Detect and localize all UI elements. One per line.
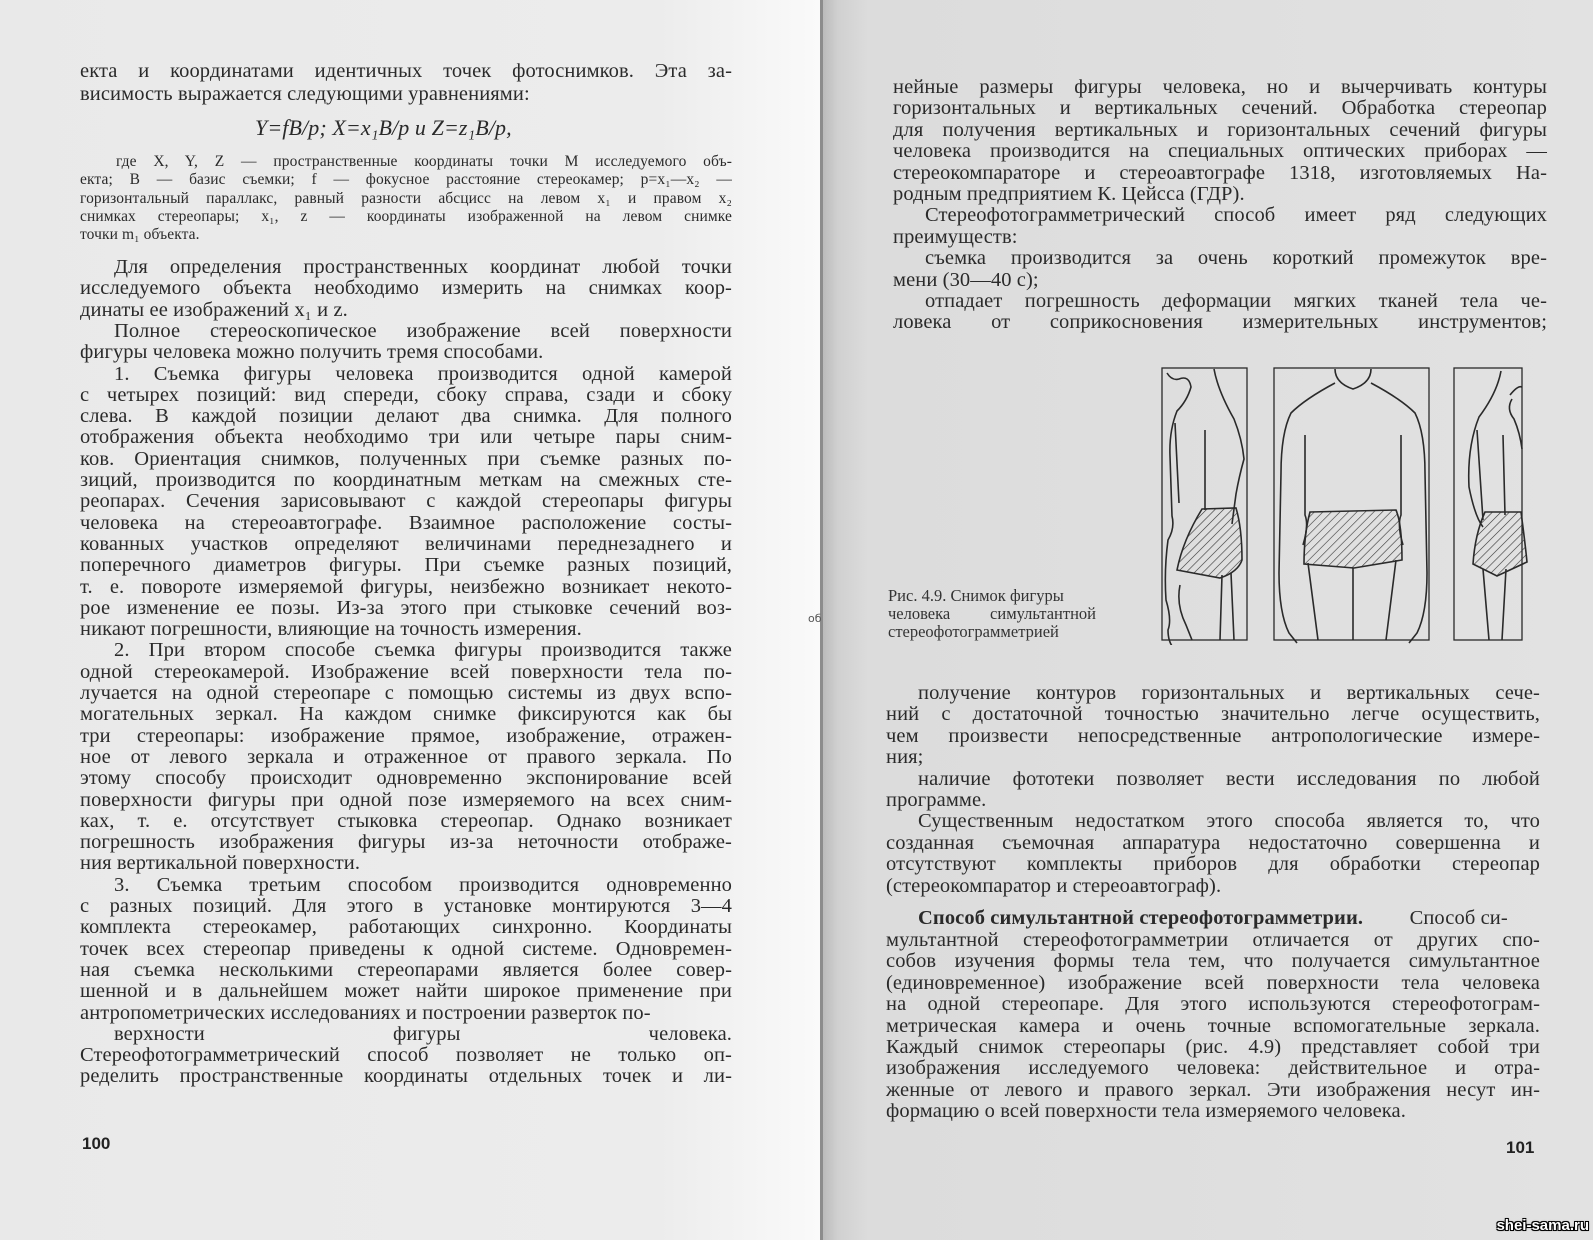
text-line: собов изучения формы тела тем, что получается симультантное <box>886 950 1540 973</box>
text-line: погрешность изображения фигуры из-за неточности отображе- <box>80 831 732 854</box>
text-line: стереокомпараторе и стереоавтографе 1318, изготовляемых На- <box>893 161 1547 184</box>
text-line: получение контуров горизонтальных и вертикальных сече- <box>918 682 1540 704</box>
text-line: антропометрических исследованиях и построении разверток по- <box>80 1001 651 1024</box>
text-line: верхности фигуры человека. <box>114 1022 732 1045</box>
text-line: рое изменение ее позы. Из-за этого при стыковке сечений воз- <box>80 596 732 619</box>
text-line: созданная съемочная аппаратура недостаточно совершенна и <box>886 831 1540 854</box>
text-line: кованных участков определяют величинами переднезаднего и <box>80 532 732 555</box>
text-line: Для определения пространственных координат любой точки <box>114 256 732 278</box>
text-line: нейные размеры фигуры человека, но и вычерчивать контуры <box>893 76 1547 98</box>
text-line: 1. Съемка фигуры человека производится одной камерой <box>114 362 732 385</box>
figure-panel-side-right <box>1454 368 1527 640</box>
text-line: горизонтальных и вертикальных сечений. Обработка стереопар <box>893 97 1547 120</box>
text-line: ределить пространственные координаты отдельных точек и ли- <box>80 1065 732 1088</box>
text-line: отсутствуют комплекты приборов для обработки стереопар <box>886 853 1540 876</box>
text-line: екта и координатами идентичных точек фотоснимков. Эта за- <box>80 60 732 82</box>
figure-caption-line: человека симультантной <box>888 604 1096 623</box>
text-line: одной стереокамерой. Изображение всей поверхности тела по- <box>80 660 732 683</box>
text-line: шенной и в дальнейшем может найти широкое применение при <box>80 980 732 1003</box>
figure-4-9 <box>1140 355 1530 645</box>
gutter-mark: об <box>808 612 822 625</box>
section-first-line <box>918 907 1508 929</box>
text-line: съемка производится за очень короткий промежуток вре- <box>925 247 1547 270</box>
text-line: где X, Y, Z — пространственные координаты точки M исследуемого объ- <box>116 153 732 170</box>
text-line: ний с достаточной точностью значительно легче осуществить, <box>886 703 1540 726</box>
text-line: метрическая камера и очень точные вспомогательные зеркала. <box>886 1014 1540 1037</box>
text-line: (стереокомпаратор и стереоавтограф). <box>886 874 1222 897</box>
text-line: ках, т. е. отсутствует стыковка стереопар. Однако возникает <box>80 809 732 832</box>
text-line: 3. Съемка третьим способом производится одновременно <box>114 873 732 896</box>
figure-caption-line: Рис. 4.9. Снимок фигуры <box>888 586 1064 605</box>
text-line: поперечного диаметров фигуры. При съемке разных позиций, <box>80 554 732 577</box>
text-line: комплекта стереокамер, работающих синхронно. Координаты <box>80 916 732 939</box>
text-line: никают погрешности, влияющие на точность измерения. <box>80 618 582 641</box>
text-line: Полное стереоскопическое изображение всей поверхности <box>114 319 732 342</box>
text-line: т. е. повороте измеряемой фигуры, неизбежно возникает некото- <box>80 575 732 598</box>
text-line: реопарах. Сечения зарисовывают с каждой стереопары фигуры <box>80 490 732 513</box>
formula: Y=fB/p; X=x₁B/p и Z=z₁B/p, <box>255 115 512 140</box>
page-number: 100 <box>82 1134 111 1153</box>
text-line: человека на стереоавтографе. Взаимное расположение состы- <box>80 511 732 534</box>
text-line: мени (30—40 с); <box>893 268 1039 291</box>
text-line: ния; <box>886 746 924 769</box>
page-number: 101 <box>1506 1138 1535 1157</box>
figure-panel-side-left <box>1162 368 1247 645</box>
text-line: Существенным недостатком этого способа является то, что <box>918 810 1540 833</box>
text-line: три стереопары: изображение прямое, изображение, отражен- <box>80 724 732 747</box>
text-line: наличие фототеки позволяет вести исследования по любой <box>918 767 1540 790</box>
text-line: отображения объекта необходимо три или четыре пары сним- <box>80 426 732 449</box>
text-line: ное от левого зеркала и отраженное от правого зеркала. По <box>80 745 732 768</box>
text-line: чем произвести непосредственные антропологические измере- <box>886 724 1540 747</box>
text-line: Стереофотограмметрический способ имеет ряд следующих <box>925 204 1547 227</box>
text-line: ная съемка несколькими стереопарами является более совер- <box>80 958 732 981</box>
text-line: с четырех позиций: вид спереди, сбоку справа, сзади и сбоку <box>80 383 732 406</box>
text-line: Стереофотограмметрический способ позволяет не только оп- <box>80 1044 732 1067</box>
text-line: ния вертикальной поверхности. <box>80 852 361 875</box>
text-line: с разных позиций. Для этого в установке монтируются 3—4 <box>80 895 732 917</box>
text-line: лучается на одной стереопаре с помощью системы из двух вспо- <box>80 682 732 704</box>
text-line: формацию о всей поверхности тела измеряемого человека. <box>886 1100 1406 1123</box>
section-heading: Способ симультантной стереофотограмметрии. <box>918 907 1364 929</box>
text-line: изображения исследуемого человека: действительное и отра- <box>886 1057 1540 1080</box>
text-line: снимках стереопары; x₁, z — координаты изображенной на левом снимке <box>80 207 732 225</box>
text-line: исследуемого объекта необходимо измерить на снимках коор- <box>80 277 732 300</box>
text-line: на одной стереопаре. Для этого используются стереофотограм- <box>886 993 1540 1016</box>
text-line: могательных зеркал. На каждом снимке фиксируются как бы <box>80 703 732 726</box>
text-line: преимуществ: <box>893 225 1018 248</box>
text-line: екта; B — базис съемки; f — фокусное расстояние стереокамер; p=x₁—x₂ — <box>80 171 732 189</box>
text-line: мультантной стереофотограмметрии отличается от других спо- <box>886 929 1540 951</box>
text-line: слева. В каждой позиции делают два снимка. Для полного <box>80 405 732 428</box>
text-line: Каждый снимок стереопары (рис. 4.9) представляет собой три <box>886 1036 1540 1058</box>
text-line: динаты ее изображений x₁ и z. <box>80 298 348 321</box>
text-line: ков. Ориентация снимков, полученных при съемке разных по- <box>80 447 732 470</box>
text-line: (единовременное) изображение всей поверхности тела человека <box>886 971 1540 994</box>
figure-caption-line: стереофотограмметрией <box>888 622 1059 641</box>
text-line: поверхности фигуры при одной позе измеряемого на всех сним- <box>80 788 732 811</box>
text-line: 2. При втором способе съемка фигуры производится также <box>114 639 732 662</box>
text-line: точки m₁ объекта. <box>80 226 200 244</box>
text-line: ловека от соприкосновения измерительных инструментов; <box>893 311 1547 334</box>
text-line: фигуры человека можно получить тремя способами. <box>80 341 544 364</box>
text-line: горизонтальный параллакс, равный разности абсцисс на левом x₁ и правом x₂ <box>80 189 732 207</box>
text-line: программе. <box>886 789 987 811</box>
section-first-rest: Способ си- <box>1409 907 1508 929</box>
figure-panel-front <box>1274 368 1429 643</box>
text-line: человека производится на специальных оптических приборах — <box>893 140 1547 163</box>
text-line: висимость выражается следующими уравнениями: <box>80 83 530 105</box>
watermark: shei-sama.ru <box>1496 1217 1589 1234</box>
text-line: для получения вертикальных и горизонтальных сечений фигуры <box>893 118 1547 141</box>
text-line: точек всех стереопар приведены к одной системе. Одновремен- <box>80 937 732 960</box>
text-line: родным предприятием К. Цейсса (ГДР). <box>893 183 1245 205</box>
text-line: женные от левого и правого зеркал. Эти изображения несут ин- <box>886 1078 1540 1101</box>
text-line: зиций, производится по координатным меткам на смежных сте- <box>80 469 732 491</box>
text-line: этому способу происходит одновременно экспонирование всей <box>80 767 732 790</box>
text-line: отпадает погрешность деформации мягких тканей тела че- <box>925 290 1547 312</box>
